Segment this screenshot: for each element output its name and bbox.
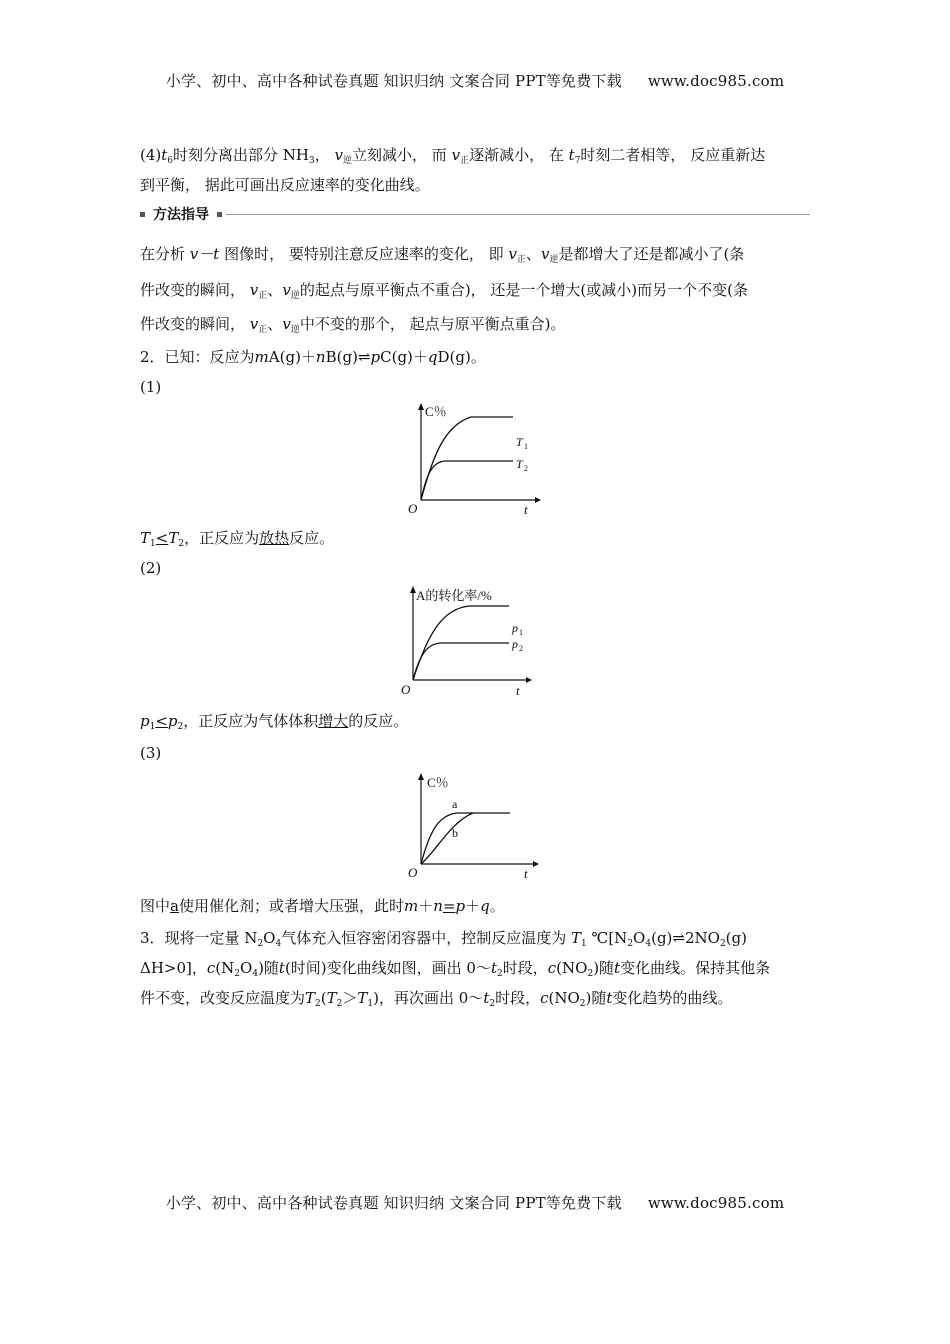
- v-sub: 逆: [549, 255, 559, 265]
- v-sub: 逆: [343, 156, 353, 166]
- curve-T1: [421, 417, 513, 500]
- t6-sub: 6: [167, 156, 174, 166]
- formula-sub: 2: [234, 969, 241, 979]
- curve-T2-label: T: [516, 457, 523, 471]
- q3-text: 气体充入恒容密闭容器中，控制反应温度为: [281, 929, 567, 947]
- answer-blank: <: [155, 529, 169, 547]
- method-text: 、: [267, 315, 283, 333]
- header-site-link[interactable]: www.doc985.com: [647, 72, 785, 90]
- q3-line3: [140, 988, 820, 1014]
- formula-sub: 2: [719, 939, 726, 949]
- coef-q: q: [480, 897, 490, 915]
- q2-text: 2．已知：反应为: [140, 348, 255, 366]
- answer-text: ＋: [465, 897, 481, 915]
- q3-text: (NO: [556, 959, 588, 977]
- answer-text: ，正反应为: [184, 529, 260, 547]
- method-line1: [140, 244, 820, 270]
- method-text: 的起点与原平衡点不重合)， 还是一个增大(或减小)而另一个不变(条: [299, 281, 748, 299]
- curve-a-label: a: [452, 797, 458, 811]
- q3-text: (N: [215, 959, 235, 977]
- t-symbol: t: [490, 959, 498, 977]
- method-text: 、: [267, 281, 283, 299]
- footer-text: 小学、初中、高中各种试卷真题 知识归纳 文案合同 PPT等免费下载: [165, 1194, 622, 1212]
- q2-stem: [140, 347, 820, 367]
- q2-part3-label: (3): [140, 744, 162, 762]
- answer-text: 反应。: [289, 529, 335, 547]
- q3-line1: [140, 928, 820, 954]
- v-symbol: v: [249, 281, 259, 299]
- curve-T1-label: T: [516, 435, 523, 449]
- nh3-sub: 3: [309, 156, 315, 166]
- section-method-guide: [140, 204, 810, 224]
- t7-symbol: t: [568, 146, 575, 164]
- x-axis-arrow-icon: [526, 677, 532, 683]
- coef-n: n: [433, 897, 443, 915]
- equilibrium-arrow-icon: ⇌: [357, 348, 371, 366]
- q3-text: 变化曲线。保持其他条: [620, 959, 771, 977]
- method-text: 件改变的瞬间，: [140, 281, 246, 299]
- q2-part1-label: (1): [140, 378, 162, 396]
- origin-label: O: [408, 501, 418, 516]
- answer-blank: 增大: [318, 712, 349, 730]
- coef-p: p: [455, 897, 466, 915]
- formula-sub: 2: [579, 999, 586, 1009]
- T-symbol: T: [168, 529, 179, 547]
- t-symbol: t: [278, 959, 285, 977]
- coef-q: q: [427, 348, 438, 366]
- q2-text: C(g)＋: [380, 348, 428, 366]
- curve-T1-sub: 1: [524, 442, 528, 451]
- page-header: [0, 70, 950, 91]
- v-sub: 逆: [290, 325, 300, 335]
- v-symbol: v: [249, 315, 259, 333]
- x-axis-label: t: [524, 866, 528, 881]
- bullet-square-icon: [140, 212, 145, 217]
- x-axis-arrow-icon: [535, 497, 541, 503]
- t-symbol: t: [483, 989, 490, 1007]
- T-sub: 1: [150, 539, 156, 549]
- method-text: 、: [525, 245, 541, 263]
- curve-p1-sub: 1: [519, 628, 523, 637]
- method-text: 图像时， 要特别注意反应速率的变化， 即: [224, 245, 504, 263]
- q2-text: D(g)。: [437, 348, 486, 366]
- v-symbol: v: [282, 315, 291, 333]
- p4-line2: 到平衡， 据此可画出反应速率的变化曲线。: [140, 176, 430, 194]
- page-footer: [0, 1192, 950, 1213]
- formula-sub: 4: [645, 939, 652, 949]
- t6-symbol: t: [161, 146, 168, 164]
- bullet-square-icon: [217, 212, 222, 217]
- method-line2: [140, 280, 820, 306]
- v-sub: 正: [258, 325, 268, 335]
- p4-text: 立刻减小， 而: [352, 146, 447, 164]
- method-text: 中不变的那个， 起点与原平衡点重合)。: [299, 315, 566, 333]
- y-axis-label: A的转化率/%: [416, 588, 492, 603]
- q2-text: B(g): [325, 348, 358, 366]
- y-axis-label: C％: [427, 775, 449, 790]
- q2-text: A(g)＋: [268, 348, 316, 366]
- method-text: 件改变的瞬间，: [140, 315, 246, 333]
- q2-answer1: [140, 528, 820, 554]
- method-text: 是都增大了还是都减小了(条: [558, 245, 745, 263]
- q3-text: ΔH>0]，: [140, 959, 207, 977]
- method-text: 在分析: [140, 245, 186, 263]
- answer-blank: a: [170, 897, 179, 915]
- formula-sub: 4: [275, 939, 282, 949]
- formula-sub: 2: [257, 939, 264, 949]
- T-sub: 1: [367, 999, 374, 1009]
- T-sub: 2: [336, 999, 343, 1009]
- curve-p1-label: p: [512, 621, 518, 635]
- q3-text: O: [633, 929, 646, 947]
- answer-text: 。: [489, 897, 505, 915]
- p4-text: ，: [314, 146, 330, 164]
- q3-text: )随: [585, 989, 607, 1007]
- T-sub: 2: [315, 999, 321, 1009]
- p4-text: 时刻分离出部分 NH: [173, 146, 309, 164]
- q3-text: O: [240, 959, 253, 977]
- v-symbol: v: [451, 146, 461, 164]
- answer-text: 使用催化剂；或者增大压强，此时: [178, 897, 404, 915]
- T-symbol: T: [305, 989, 316, 1007]
- q3-text: 3．现将一定量 N: [140, 929, 258, 947]
- T-symbol: T: [326, 989, 337, 1007]
- curve-T2-sub: 2: [524, 464, 528, 473]
- p4-text: 逐渐减小， 在: [469, 146, 564, 164]
- x-axis-label: t: [516, 683, 520, 698]
- q3-text: )随: [593, 959, 615, 977]
- figure-3-graph: [405, 770, 545, 884]
- t-symbol: t: [614, 959, 621, 977]
- v-sub: 正: [460, 156, 470, 166]
- coef-n: n: [315, 348, 326, 366]
- q3-text: )随: [258, 959, 279, 977]
- q3-text: (NO: [548, 989, 580, 1007]
- q3-text: 件不变，改变反应温度为: [140, 989, 306, 1007]
- q3-text: (: [320, 989, 327, 1007]
- q2-part2-label: (2): [140, 559, 162, 577]
- formula-sub: 2: [627, 939, 634, 949]
- p4-label: (4): [140, 146, 162, 164]
- answer-text: ＋: [418, 897, 434, 915]
- q3-text: )，再次画出 0～: [373, 989, 484, 1007]
- v-symbol: v: [334, 146, 344, 164]
- q3-text: (g)⇌2NO: [651, 929, 720, 947]
- q2-answer2: [140, 711, 820, 737]
- t7-sub: 7: [574, 156, 581, 166]
- y-axis-arrow-icon: [418, 403, 424, 410]
- q3-text: 时段，: [495, 989, 541, 1007]
- v-symbol: v: [540, 245, 550, 263]
- v-symbol: v: [282, 281, 291, 299]
- T-sub: 1: [581, 939, 587, 949]
- answer-text: 的反应。: [348, 712, 409, 730]
- q3-text: (g): [725, 929, 747, 947]
- y-axis-arrow-icon: [418, 773, 424, 780]
- p-symbol: p: [140, 712, 150, 730]
- x-axis-label: t: [524, 502, 528, 517]
- c-symbol: c: [540, 989, 549, 1007]
- footer-site-link[interactable]: www.doc985.com: [647, 1194, 785, 1212]
- T-symbol: T: [140, 529, 151, 547]
- q3-line2: [140, 958, 820, 984]
- curve-b-label: b: [452, 826, 458, 840]
- coef-m: m: [403, 897, 419, 915]
- answer-blank: 放热: [259, 529, 290, 547]
- t-symbol: t: [606, 989, 613, 1007]
- q3-text: (时间)变化曲线如图，画出 0～: [284, 959, 491, 977]
- p-symbol: p: [167, 712, 178, 730]
- v-sub: 正: [516, 255, 526, 265]
- curve-T2: [421, 461, 513, 500]
- t-sub: 2: [489, 999, 496, 1009]
- y-axis-label: C％: [425, 404, 447, 419]
- q3-text: 时段，: [502, 959, 548, 977]
- q3-text: 变化趋势的曲线。: [612, 989, 733, 1007]
- answer-blank: <: [155, 712, 168, 730]
- figure-2-graph: [398, 583, 538, 701]
- method-line3: [140, 314, 820, 340]
- curve-a: [421, 813, 510, 864]
- header-text: 小学、初中、高中各种试卷真题 知识归纳 文案合同 PPT等免费下载: [165, 72, 622, 90]
- origin-label: O: [408, 865, 418, 880]
- answer-text: ，正反应为气体体积: [183, 712, 319, 730]
- v-symbol: v: [508, 245, 517, 263]
- origin-label: O: [401, 682, 411, 697]
- figure-1-graph: [405, 400, 545, 520]
- c-symbol: c: [547, 959, 557, 977]
- curve-p2-sub: 2: [519, 644, 523, 653]
- p-sub: 1: [149, 722, 156, 732]
- curve-p2-label: p: [512, 637, 518, 651]
- c-symbol: c: [206, 959, 216, 977]
- x-axis-arrow-icon: [533, 861, 539, 867]
- p4-text: 时刻二者相等， 反应重新达: [580, 146, 766, 164]
- T-symbol: T: [357, 989, 368, 1007]
- q3-text: O: [263, 929, 276, 947]
- p-sub: 2: [177, 722, 184, 732]
- vt-symbol: v－t: [189, 245, 220, 263]
- curve-p2: [413, 643, 509, 680]
- q3-text: ＞: [342, 989, 358, 1007]
- t-sub: 2: [497, 969, 503, 979]
- T-sub: 2: [178, 539, 185, 549]
- coef-m: m: [254, 348, 269, 366]
- q3-text: ℃[N: [591, 929, 628, 947]
- section-title: 方法指导: [153, 207, 209, 223]
- q2-answer3: [140, 896, 820, 916]
- answer-text: 图中: [140, 897, 171, 915]
- coef-p: p: [370, 348, 381, 366]
- T-symbol: T: [571, 929, 582, 947]
- p4-line1: [140, 145, 820, 171]
- formula-sub: 4: [252, 969, 259, 979]
- answer-blank: =: [442, 897, 456, 915]
- v-sub: 正: [258, 291, 268, 301]
- formula-sub: 2: [587, 969, 594, 979]
- v-sub: 逆: [290, 291, 300, 301]
- section-rule: [226, 214, 810, 215]
